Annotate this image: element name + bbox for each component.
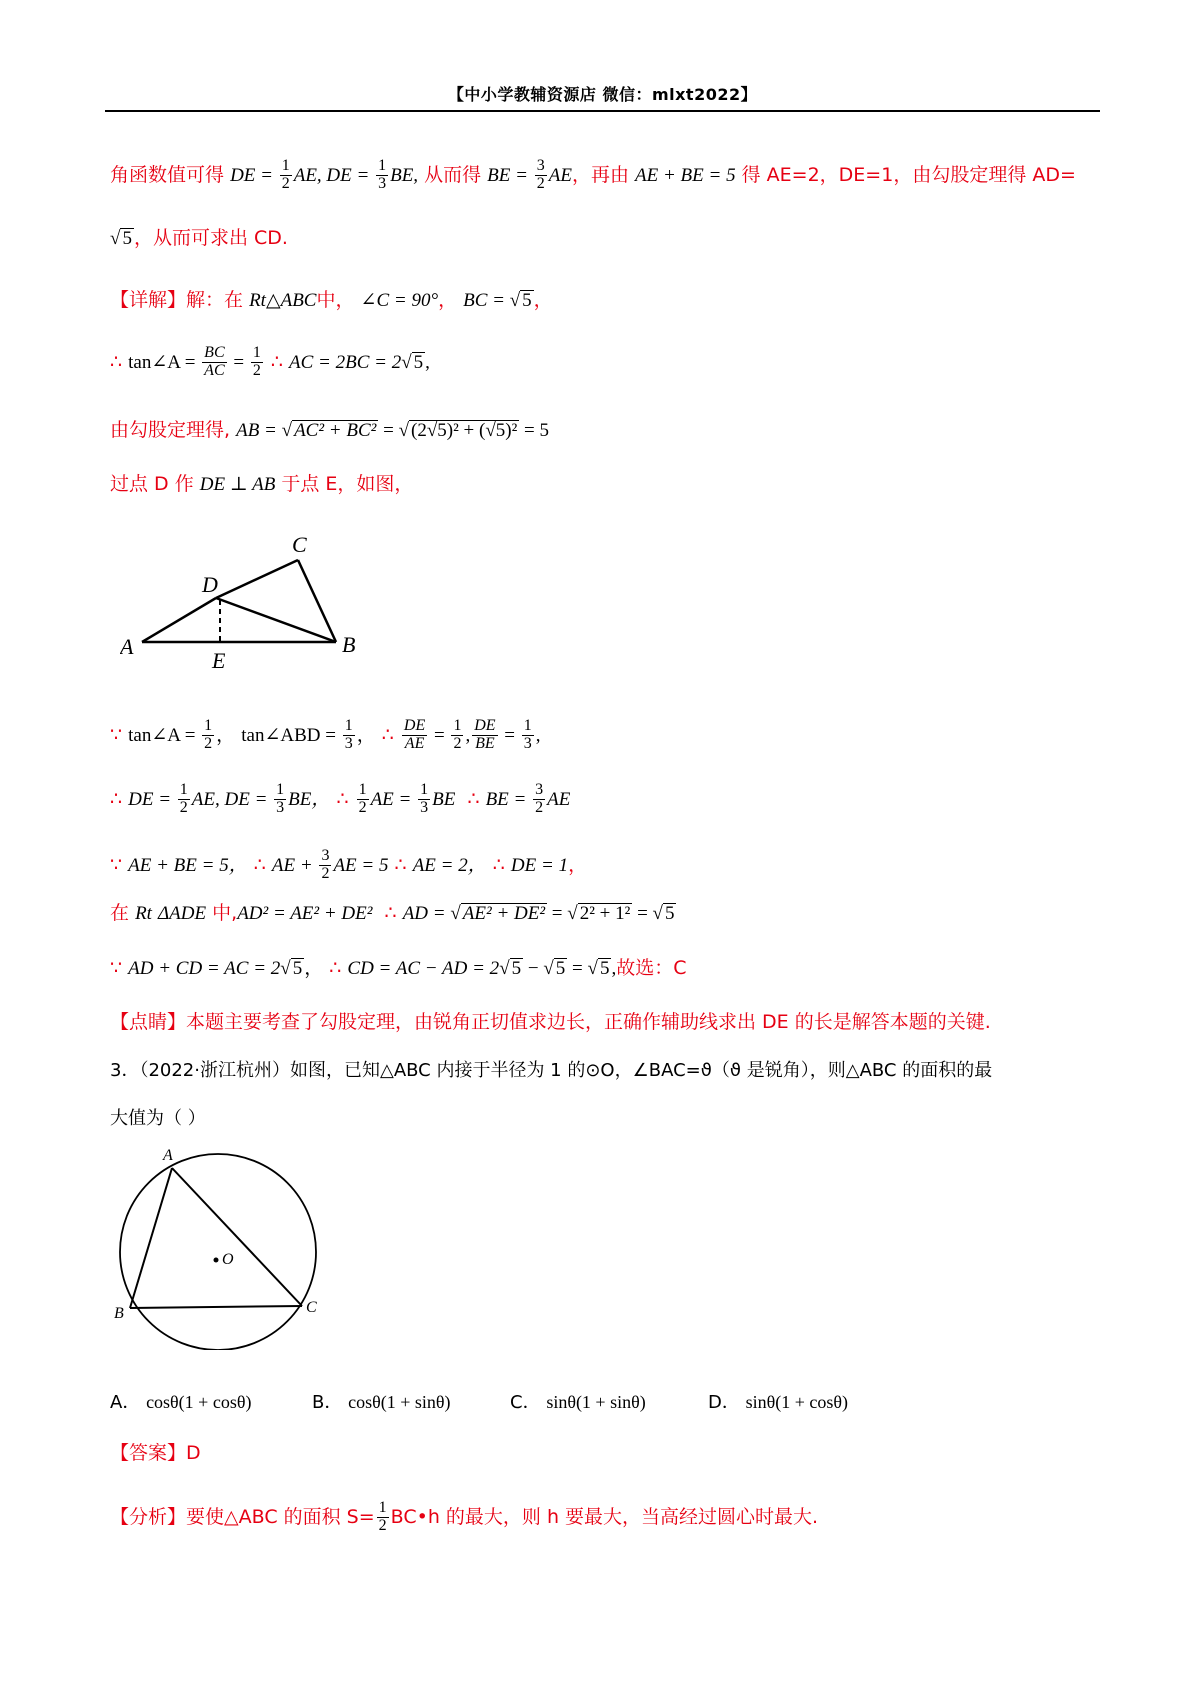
step5-de1: DE =	[128, 788, 176, 810]
frac-den: 2	[536, 174, 545, 192]
sqrt-5: √ 5	[543, 958, 566, 979]
radicand: 5	[413, 351, 424, 373]
step3-perp: DE ⊥ AB	[199, 474, 276, 495]
step7-tri: ΔADE	[158, 903, 207, 924]
step7-t1: 在	[110, 902, 130, 924]
frac-num: 1	[252, 344, 261, 361]
therefore-symbol: ∴	[253, 853, 266, 876]
comment-tag: 【点睛】	[110, 1011, 187, 1033]
step5-frac-1	[178, 782, 190, 817]
step1-tan: tan∠A =	[128, 351, 201, 373]
sqrt-sum: √ (2√5)² + (√5)²	[398, 420, 518, 441]
triangle-symbol: △	[265, 290, 281, 311]
label-b: B	[114, 1305, 124, 1322]
line1-eq1-left: DE =	[230, 164, 278, 186]
detail-angle: ∠C = 90°	[360, 290, 439, 311]
step6-t3: AE = 5	[333, 854, 389, 876]
therefore-symbol: ∴	[467, 787, 480, 810]
therefore-symbol: ∴	[329, 957, 342, 979]
segment-dc	[216, 560, 298, 598]
segment-ac	[172, 1168, 302, 1306]
answer-tag: 【答案】	[110, 1442, 187, 1464]
radicand: 2² + 1²	[579, 903, 631, 924]
step7-eq: AD² = AE² + DE²	[237, 903, 373, 924]
frac-num: BC	[204, 344, 225, 361]
sqrt-5: √ 5	[401, 351, 424, 373]
step6-frac-1	[319, 848, 331, 883]
step2-eq: =	[378, 420, 399, 441]
answer-value: D	[186, 1442, 201, 1464]
line1-frac-3	[535, 158, 547, 193]
step4-sep: ，	[216, 724, 236, 746]
frac-num: 1	[378, 1499, 387, 1516]
frac-num: 1	[281, 157, 290, 174]
option-expr: sinθ(1 + sinθ)	[546, 1392, 646, 1412]
frac-den: 2	[358, 798, 367, 816]
frac-num: 3	[536, 157, 545, 174]
analysis-frac	[377, 1500, 389, 1535]
step5-frac-5	[533, 782, 545, 817]
frac-num: 3	[535, 781, 544, 798]
frac-den: 3	[420, 798, 429, 816]
step5-t6: AE	[547, 788, 571, 810]
therefore-symbol: ∴	[110, 350, 123, 373]
label-o: O	[222, 1251, 234, 1268]
step5-t1: AE, DE =	[191, 788, 273, 810]
step2-ab: AB =	[236, 420, 282, 441]
line1-eq4: AE + BE = 5	[635, 164, 736, 186]
because-symbol: ∵	[110, 853, 123, 876]
step2-result: = 5	[519, 420, 550, 441]
radicand: 5	[555, 958, 566, 979]
step5-frac-4	[418, 782, 430, 817]
label-d: D	[202, 572, 218, 597]
step1-rest: AC = 2BC = 2	[289, 351, 402, 373]
step6-t4: AE = 2，	[412, 854, 487, 876]
segment-ad	[142, 598, 216, 642]
option-b[interactable]	[312, 1388, 450, 1414]
step8-t5: =	[567, 958, 588, 979]
step1-eq: =	[228, 351, 249, 373]
radicand: (2√5)² + (√5)²	[411, 420, 518, 441]
page-header: 【中小学教辅资源店 微信：mlxt2022】	[447, 85, 758, 104]
step6-end: ，	[568, 853, 588, 876]
frac-den: 2	[535, 798, 544, 816]
step7-rt: Rt	[135, 903, 152, 924]
detail-line	[110, 290, 553, 312]
radicand: 5	[664, 903, 675, 924]
therefore-symbol: ∴	[492, 853, 505, 876]
frac-num: 1	[523, 717, 532, 734]
solution-line-2	[110, 228, 288, 250]
line1-result: 得 AE=2，DE=1，由勾股定理得 AD=	[741, 163, 1076, 186]
sqrt-ae-de: √ AE² + DE²	[450, 903, 546, 924]
step-7	[110, 903, 676, 925]
detail-rt: Rt	[249, 290, 266, 311]
radicand: 5	[292, 958, 303, 979]
step8-t3: CD = AC − AD = 2	[347, 958, 500, 979]
step-6	[110, 848, 587, 883]
sqrt-5: √ 5	[587, 958, 610, 979]
step5-t5: BE =	[485, 788, 532, 810]
label-c: C	[292, 532, 307, 557]
analysis-t1: 要使△ABC 的面积 S=	[186, 1505, 375, 1528]
step4-comma: ,	[465, 724, 471, 746]
step8-t6: ,	[611, 958, 617, 979]
frac-den: 2	[179, 798, 188, 816]
circle-figure	[110, 1140, 330, 1350]
step4-frac-4	[451, 718, 463, 753]
step-1	[110, 345, 430, 380]
label-a: A	[120, 634, 134, 659]
frac-num: 1	[179, 781, 188, 798]
frac-num: DE	[403, 717, 426, 734]
frac-den: BE	[475, 734, 495, 752]
frac-den: 2	[453, 734, 462, 752]
frac-den: 2	[321, 864, 330, 882]
frac-den: 3	[276, 798, 285, 816]
step1-frac-1	[202, 345, 226, 380]
line1-mid: 从而得	[424, 163, 482, 186]
step8-t1: AD + CD = AC = 2	[128, 958, 281, 979]
step7-eq3: =	[632, 903, 653, 924]
frac-den: 2	[252, 361, 261, 379]
step6-t1: AE + BE = 5，	[128, 854, 248, 876]
line1-intro: 角函数值可得	[110, 163, 225, 186]
step4-end: ,	[535, 724, 541, 746]
analysis-line	[110, 1500, 818, 1535]
step3-t1: 过点 D 作	[110, 473, 194, 495]
analysis-t2: BC•h 的最大，则 h 要最大，当高经过圆心时最大.	[390, 1505, 819, 1528]
sqrt-5: √ 5	[110, 228, 132, 249]
therefore-symbol: ∴	[110, 787, 123, 810]
line1-eq1-right: AE, DE =	[293, 164, 375, 186]
detail-tag: 【详解】	[110, 289, 187, 311]
triangle-figure	[120, 530, 380, 670]
question-3-line-2: 大值为（ ）	[110, 1108, 206, 1129]
option-letter: A．	[110, 1392, 141, 1413]
frac-den: 3	[523, 734, 532, 752]
step8-t2: ，	[304, 958, 324, 979]
frac-num: 1	[276, 781, 285, 798]
step4-eq2: =	[499, 724, 520, 746]
radicand: 5	[122, 228, 132, 249]
analysis-tag: 【分析】	[110, 1505, 187, 1528]
option-expr: sinθ(1 + cosθ)	[745, 1392, 848, 1412]
step4-frac-3	[402, 718, 427, 753]
step5-t2: BE，	[288, 788, 331, 810]
frac-num: 1	[420, 781, 429, 798]
sqrt-2-1: √ 2² + 1²	[567, 903, 631, 924]
because-symbol: ∵	[110, 957, 123, 979]
line1-frac-2	[376, 158, 388, 193]
step5-frac-3	[357, 782, 369, 817]
step4-frac-6	[522, 718, 534, 753]
question-3-line-1: 3．（2022·浙江杭州）如图，已知△ABC 内接于半径为 1 的⊙O，∠BAC=ϑ（ϑ 是锐角），则△ABC 的面积的最	[110, 1060, 993, 1081]
sqrt-5: √ 5	[509, 290, 532, 311]
step3-t2: 于点 E，如图，	[281, 473, 414, 495]
step4-frac-5	[472, 718, 497, 753]
step7-t2: 中,	[212, 902, 238, 924]
option-expr: cosθ(1 + sinθ)	[348, 1392, 451, 1412]
option-letter: B．	[312, 1392, 343, 1413]
detail-text1: 解：在	[186, 289, 244, 311]
step4-eq: =	[429, 724, 450, 746]
step4-tana: tan∠A =	[128, 724, 201, 746]
step1-frac-2	[251, 345, 263, 380]
frac-den: AE	[404, 734, 425, 752]
step-5	[110, 782, 570, 817]
frac-num: 1	[204, 717, 213, 734]
radicand: 5	[599, 958, 610, 979]
line1-frac-1	[280, 158, 292, 193]
therefore-symbol: ∴	[336, 787, 349, 810]
segment-bc	[130, 1306, 302, 1308]
step4-frac-2	[343, 718, 355, 753]
line1-then: ，再由	[571, 163, 629, 186]
frac-num: 1	[344, 717, 353, 734]
line1-eq3-left: BE =	[487, 164, 533, 186]
option-a[interactable]	[110, 1388, 251, 1414]
step8-t4: −	[523, 958, 544, 979]
radicand: 5	[511, 958, 522, 979]
radicand: AE² + DE²	[462, 903, 546, 924]
solution-line-1	[110, 158, 1076, 193]
label-c: C	[306, 1299, 317, 1316]
detail-text2: 中，	[316, 289, 355, 311]
frac-den: 3	[344, 734, 353, 752]
comment-line	[110, 1013, 991, 1032]
frac-num: DE	[474, 717, 496, 734]
option-c[interactable]	[510, 1388, 646, 1414]
frac-num: 1	[453, 717, 462, 734]
line1-eq3-right: AE	[548, 164, 572, 186]
step-8	[110, 958, 686, 980]
frac-den: 2	[204, 734, 213, 752]
frac-den: 2	[378, 1516, 387, 1534]
sqrt-5: √ 5	[652, 903, 675, 924]
frac-num: 3	[321, 847, 330, 864]
step4-sep2: ，	[356, 724, 376, 746]
step8-choose: 故选：C	[616, 957, 687, 979]
step5-t3: AE =	[370, 788, 417, 810]
option-expr: cosθ(1 + cosθ)	[146, 1392, 252, 1412]
sqrt-5: √ 5	[499, 958, 522, 979]
frac-num: 1	[378, 157, 387, 174]
frac-den: AC	[204, 361, 225, 379]
frac-den: 3	[378, 174, 387, 192]
therefore-symbol: ∴	[394, 853, 407, 876]
frac-num: 1	[358, 781, 367, 798]
detail-comma1: ，	[438, 289, 458, 311]
step2-text: 由勾股定理得,	[110, 419, 231, 441]
radicand: 5	[522, 290, 532, 311]
step-4	[110, 718, 541, 753]
step-2	[110, 420, 549, 442]
detail-bc: BC =	[463, 290, 510, 311]
label-a: A	[163, 1147, 173, 1164]
step6-t2: AE +	[271, 854, 318, 876]
therefore-symbol: ∴	[270, 350, 283, 373]
line1-eq2-right: BE,	[390, 164, 419, 186]
label-e: E	[212, 648, 226, 670]
option-letter: D．	[708, 1392, 740, 1413]
detail-comma2: ，	[533, 289, 553, 311]
step1-end: ,	[425, 351, 430, 373]
option-letter: C．	[510, 1392, 541, 1413]
center-point-o	[214, 1258, 219, 1263]
line2-text: ，从而可求出 CD.	[133, 227, 288, 249]
answer-line	[110, 1444, 201, 1463]
comment-text: 本题主要考查了勾股定理，由锐角正切值求边长，正确作辅助线求出 DE 的长是解答本题的关键.	[186, 1011, 991, 1033]
radicand: AC² + BC²	[294, 420, 377, 441]
header-divider	[105, 110, 1100, 112]
label-b: B	[342, 632, 356, 657]
option-d[interactable]	[708, 1388, 848, 1414]
step4-tanabd: tan∠ABD =	[241, 724, 341, 746]
therefore-symbol: ∴	[384, 902, 397, 924]
segment-ab	[130, 1168, 172, 1308]
because-symbol: ∵	[110, 723, 123, 746]
step-3	[110, 475, 413, 494]
circumcircle-o	[120, 1154, 316, 1350]
therefore-symbol: ∴	[381, 723, 394, 746]
step7-eq2: =	[547, 903, 568, 924]
step6-t5: DE = 1	[510, 854, 569, 876]
sqrt-ac-bc: √ AC² + BC²	[281, 420, 377, 441]
sqrt-5: √ 5	[280, 958, 303, 979]
detail-tri: ABC	[280, 290, 317, 311]
step5-t4: BE	[432, 788, 456, 810]
step5-frac-2	[274, 782, 286, 817]
step7-ad: AD =	[402, 903, 451, 924]
step4-frac-1	[202, 718, 214, 753]
frac-den: 2	[281, 174, 290, 192]
